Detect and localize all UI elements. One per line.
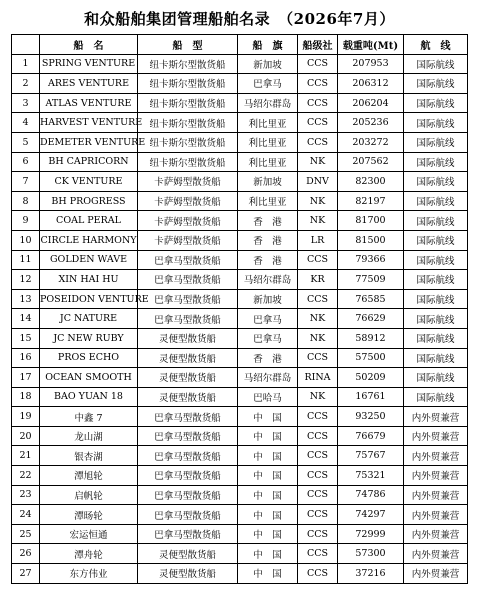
cell-class-society: NK — [298, 191, 338, 211]
cell-dwt: 74297 — [338, 505, 404, 525]
cell-class-society: CCS — [298, 524, 338, 544]
cell-ship-type: 巴拿马型散货船 — [138, 289, 238, 309]
cell-ship-name: DEMETER VENTURE — [40, 132, 138, 152]
cell-route: 国际航线 — [404, 152, 468, 172]
cell-index: 24 — [12, 505, 40, 525]
cell-dwt: 82300 — [338, 172, 404, 192]
cell-ship-type: 灵便型散货船 — [138, 368, 238, 388]
cell-class-society: NK — [298, 309, 338, 329]
cell-index: 15 — [12, 328, 40, 348]
cell-route: 国际航线 — [404, 250, 468, 270]
cell-ship-type: 卡萨姆型散货船 — [138, 230, 238, 250]
cell-class-society: CCS — [298, 250, 338, 270]
cell-flag: 巴拿马 — [238, 309, 298, 329]
table-row — [12, 505, 468, 525]
cell-dwt: 50209 — [338, 368, 404, 388]
page-title: 和众船舶集团管理船舶名录 （2026年7月） — [84, 10, 395, 28]
table-row — [12, 172, 468, 192]
cell-ship-type: 卡萨姆型散货船 — [138, 191, 238, 211]
cell-ship-name: PROS ECHO — [40, 348, 138, 368]
cell-class-society: CCS — [298, 407, 338, 427]
cell-ship-type: 纽卡斯尔型散货船 — [138, 152, 238, 172]
cell-ship-name: HARVEST VENTURE — [40, 113, 138, 133]
cell-route: 国际航线 — [404, 348, 468, 368]
cell-class-society: CCS — [298, 113, 338, 133]
cell-ship-name: 宏运恒通 — [40, 524, 138, 544]
table-row — [12, 446, 468, 466]
cell-dwt: 57300 — [338, 544, 404, 564]
table-row — [12, 466, 468, 486]
cell-class-society: CCS — [298, 348, 338, 368]
table-row — [12, 544, 468, 564]
cell-index: 21 — [12, 446, 40, 466]
header-ship-type: 船 型 — [138, 35, 238, 55]
table-body — [12, 54, 468, 583]
cell-ship-type: 巴拿马型散货船 — [138, 466, 238, 486]
cell-flag: 中 国 — [238, 524, 298, 544]
cell-index: 3 — [12, 93, 40, 113]
cell-dwt: 57500 — [338, 348, 404, 368]
cell-index: 20 — [12, 426, 40, 446]
cell-route: 国际航线 — [404, 270, 468, 290]
cell-index: 9 — [12, 211, 40, 231]
cell-flag: 巴哈马 — [238, 387, 298, 407]
cell-dwt: 206204 — [338, 93, 404, 113]
table-row — [12, 426, 468, 446]
cell-flag: 中 国 — [238, 426, 298, 446]
table-row — [12, 211, 468, 231]
cell-dwt: 205236 — [338, 113, 404, 133]
cell-dwt: 93250 — [338, 407, 404, 427]
cell-route: 国际航线 — [404, 191, 468, 211]
cell-ship-name: 启帆轮 — [40, 485, 138, 505]
cell-dwt: 79366 — [338, 250, 404, 270]
cell-dwt: 207953 — [338, 54, 404, 74]
cell-ship-name: OCEAN SMOOTH — [40, 368, 138, 388]
cell-index: 25 — [12, 524, 40, 544]
cell-dwt: 81500 — [338, 230, 404, 250]
cell-flag: 香 港 — [238, 211, 298, 231]
cell-dwt: 203272 — [338, 132, 404, 152]
cell-dwt: 206312 — [338, 74, 404, 94]
table-row — [12, 328, 468, 348]
cell-route: 内外贸兼营 — [404, 505, 468, 525]
cell-route: 国际航线 — [404, 132, 468, 152]
cell-class-society: NK — [298, 387, 338, 407]
cell-class-society: CCS — [298, 93, 338, 113]
cell-index: 27 — [12, 564, 40, 584]
cell-flag: 中 国 — [238, 505, 298, 525]
cell-ship-type: 纽卡斯尔型散货船 — [138, 54, 238, 74]
cell-flag: 马绍尔群岛 — [238, 93, 298, 113]
cell-dwt: 76679 — [338, 426, 404, 446]
cell-class-society: RINA — [298, 368, 338, 388]
cell-ship-type: 纽卡斯尔型散货船 — [138, 113, 238, 133]
cell-ship-name: JC NEW RUBY — [40, 328, 138, 348]
cell-ship-type: 巴拿马型散货船 — [138, 309, 238, 329]
cell-ship-name: CIRCLE HARMONY — [40, 230, 138, 250]
cell-dwt: 16761 — [338, 387, 404, 407]
cell-ship-type: 巴拿马型散货船 — [138, 524, 238, 544]
table-header-row — [12, 35, 468, 55]
cell-ship-name: ATLAS VENTURE — [40, 93, 138, 113]
cell-class-society: CCS — [298, 446, 338, 466]
cell-index: 22 — [12, 466, 40, 486]
table-row — [12, 564, 468, 584]
cell-ship-name: 潭旭轮 — [40, 466, 138, 486]
cell-index: 17 — [12, 368, 40, 388]
cell-flag: 中 国 — [238, 544, 298, 564]
table-row — [12, 368, 468, 388]
header-index — [12, 35, 40, 55]
cell-flag: 中 国 — [238, 446, 298, 466]
cell-route: 内外贸兼营 — [404, 426, 468, 446]
table-row — [12, 387, 468, 407]
cell-ship-name: 中鑫 7 — [40, 407, 138, 427]
cell-class-society: NK — [298, 211, 338, 231]
cell-flag: 马绍尔群岛 — [238, 368, 298, 388]
cell-class-society: CCS — [298, 466, 338, 486]
cell-ship-type: 巴拿马型散货船 — [138, 505, 238, 525]
table-row — [12, 74, 468, 94]
cell-route: 国际航线 — [404, 74, 468, 94]
cell-index: 14 — [12, 309, 40, 329]
cell-index: 2 — [12, 74, 40, 94]
cell-route: 国际航线 — [404, 172, 468, 192]
cell-route: 国际航线 — [404, 93, 468, 113]
cell-index: 12 — [12, 270, 40, 290]
cell-route: 内外贸兼营 — [404, 485, 468, 505]
cell-class-society: CCS — [298, 54, 338, 74]
cell-ship-type: 卡萨姆型散货船 — [138, 211, 238, 231]
cell-class-society: CCS — [298, 289, 338, 309]
table-row — [12, 93, 468, 113]
cell-flag: 巴拿马 — [238, 328, 298, 348]
cell-dwt: 74786 — [338, 485, 404, 505]
cell-route: 内外贸兼营 — [404, 446, 468, 466]
cell-ship-type: 纽卡斯尔型散货船 — [138, 93, 238, 113]
cell-flag: 中 国 — [238, 466, 298, 486]
cell-route: 国际航线 — [404, 387, 468, 407]
cell-route: 国际航线 — [404, 328, 468, 348]
table-row — [12, 309, 468, 329]
cell-class-society: NK — [298, 328, 338, 348]
cell-route: 国际航线 — [404, 309, 468, 329]
cell-index: 10 — [12, 230, 40, 250]
cell-index: 18 — [12, 387, 40, 407]
cell-ship-type: 巴拿马型散货船 — [138, 485, 238, 505]
cell-index: 23 — [12, 485, 40, 505]
cell-ship-type: 巴拿马型散货船 — [138, 270, 238, 290]
cell-class-society: CCS — [298, 544, 338, 564]
cell-flag: 香 港 — [238, 348, 298, 368]
cell-route: 内外贸兼营 — [404, 564, 468, 584]
cell-index: 11 — [12, 250, 40, 270]
cell-class-society: DNV — [298, 172, 338, 192]
cell-ship-name: COAL PERAL — [40, 211, 138, 231]
cell-ship-name: 银杏湖 — [40, 446, 138, 466]
cell-flag: 新加坡 — [238, 54, 298, 74]
cell-route: 国际航线 — [404, 230, 468, 250]
cell-route: 国际航线 — [404, 54, 468, 74]
cell-dwt: 37216 — [338, 564, 404, 584]
cell-flag: 中 国 — [238, 564, 298, 584]
cell-dwt: 77509 — [338, 270, 404, 290]
cell-flag: 香 港 — [238, 230, 298, 250]
cell-index: 1 — [12, 54, 40, 74]
cell-ship-name: SPRING VENTURE — [40, 54, 138, 74]
table-row — [12, 270, 468, 290]
cell-class-society: CCS — [298, 564, 338, 584]
cell-ship-type: 灵便型散货船 — [138, 387, 238, 407]
cell-ship-type: 灵便型散货船 — [138, 348, 238, 368]
cell-index: 13 — [12, 289, 40, 309]
cell-route: 国际航线 — [404, 289, 468, 309]
cell-route: 国际航线 — [404, 211, 468, 231]
cell-ship-name: BAO YUAN 18 — [40, 387, 138, 407]
cell-class-society: NK — [298, 152, 338, 172]
cell-ship-name: POSEIDON VENTURE — [40, 289, 138, 309]
cell-dwt: 75321 — [338, 466, 404, 486]
cell-dwt: 58912 — [338, 328, 404, 348]
cell-class-society: LR — [298, 230, 338, 250]
table-row — [12, 407, 468, 427]
table-row — [12, 54, 468, 74]
header-ship-name: 船 名 — [40, 35, 138, 55]
cell-route: 内外贸兼营 — [404, 544, 468, 564]
cell-ship-type: 灵便型散货船 — [138, 328, 238, 348]
cell-ship-name: 龙山湖 — [40, 426, 138, 446]
cell-ship-type: 纽卡斯尔型散货船 — [138, 132, 238, 152]
cell-index: 5 — [12, 132, 40, 152]
table-row — [12, 152, 468, 172]
cell-index: 4 — [12, 113, 40, 133]
cell-class-society: CCS — [298, 132, 338, 152]
cell-route: 内外贸兼营 — [404, 524, 468, 544]
cell-flag: 新加坡 — [238, 289, 298, 309]
cell-ship-name: JC NATURE — [40, 309, 138, 329]
cell-ship-name: 东方伟业 — [40, 564, 138, 584]
cell-ship-name: 潭旸轮 — [40, 505, 138, 525]
fleet-table — [11, 34, 468, 584]
cell-class-society: CCS — [298, 426, 338, 446]
cell-index: 19 — [12, 407, 40, 427]
cell-ship-type: 卡萨姆型散货船 — [138, 172, 238, 192]
header-dwt: 载重吨(Mt) — [338, 35, 404, 55]
cell-index: 8 — [12, 191, 40, 211]
cell-flag: 马绍尔群岛 — [238, 270, 298, 290]
cell-ship-name: BH CAPRICORN — [40, 152, 138, 172]
table-row — [12, 250, 468, 270]
cell-index: 6 — [12, 152, 40, 172]
table-row — [12, 191, 468, 211]
cell-route: 国际航线 — [404, 368, 468, 388]
cell-ship-type: 灵便型散货船 — [138, 564, 238, 584]
cell-class-society: CCS — [298, 505, 338, 525]
cell-dwt: 82197 — [338, 191, 404, 211]
cell-ship-type: 灵便型散货船 — [138, 544, 238, 564]
cell-index: 7 — [12, 172, 40, 192]
cell-dwt: 76629 — [338, 309, 404, 329]
cell-flag: 利比里亚 — [238, 191, 298, 211]
cell-route: 内外贸兼营 — [404, 407, 468, 427]
cell-flag: 利比里亚 — [238, 113, 298, 133]
cell-dwt: 75767 — [338, 446, 404, 466]
table-row — [12, 289, 468, 309]
header-route: 航 线 — [404, 35, 468, 55]
cell-ship-name: XIN HAI HU — [40, 270, 138, 290]
cell-ship-name: BH PROGRESS — [40, 191, 138, 211]
cell-flag: 巴拿马 — [238, 74, 298, 94]
cell-ship-type: 巴拿马型散货船 — [138, 407, 238, 427]
header-flag: 船 旗 — [238, 35, 298, 55]
cell-dwt: 72999 — [338, 524, 404, 544]
cell-ship-name: 潭舟轮 — [40, 544, 138, 564]
cell-dwt: 76585 — [338, 289, 404, 309]
cell-flag: 利比里亚 — [238, 132, 298, 152]
header-class-society: 船级社 — [298, 35, 338, 55]
cell-ship-type: 巴拿马型散货船 — [138, 250, 238, 270]
cell-dwt: 81700 — [338, 211, 404, 231]
table-row — [12, 230, 468, 250]
cell-ship-name: CK VENTURE — [40, 172, 138, 192]
cell-flag: 新加坡 — [238, 172, 298, 192]
table-row — [12, 132, 468, 152]
cell-flag: 中 国 — [238, 485, 298, 505]
cell-route: 国际航线 — [404, 113, 468, 133]
cell-index: 26 — [12, 544, 40, 564]
cell-ship-type: 纽卡斯尔型散货船 — [138, 74, 238, 94]
table-row — [12, 113, 468, 133]
cell-flag: 香 港 — [238, 250, 298, 270]
table-row — [12, 348, 468, 368]
cell-ship-type: 巴拿马型散货船 — [138, 446, 238, 466]
cell-ship-name: GOLDEN WAVE — [40, 250, 138, 270]
cell-class-society: KR — [298, 270, 338, 290]
cell-index: 16 — [12, 348, 40, 368]
cell-class-society: CCS — [298, 485, 338, 505]
cell-route: 内外贸兼营 — [404, 466, 468, 486]
cell-ship-type: 巴拿马型散货船 — [138, 426, 238, 446]
cell-class-society: CCS — [298, 74, 338, 94]
cell-flag: 利比里亚 — [238, 152, 298, 172]
table-row — [12, 524, 468, 544]
table-row — [12, 485, 468, 505]
cell-dwt: 207562 — [338, 152, 404, 172]
cell-ship-name: ARES VENTURE — [40, 74, 138, 94]
cell-flag: 中 国 — [238, 407, 298, 427]
